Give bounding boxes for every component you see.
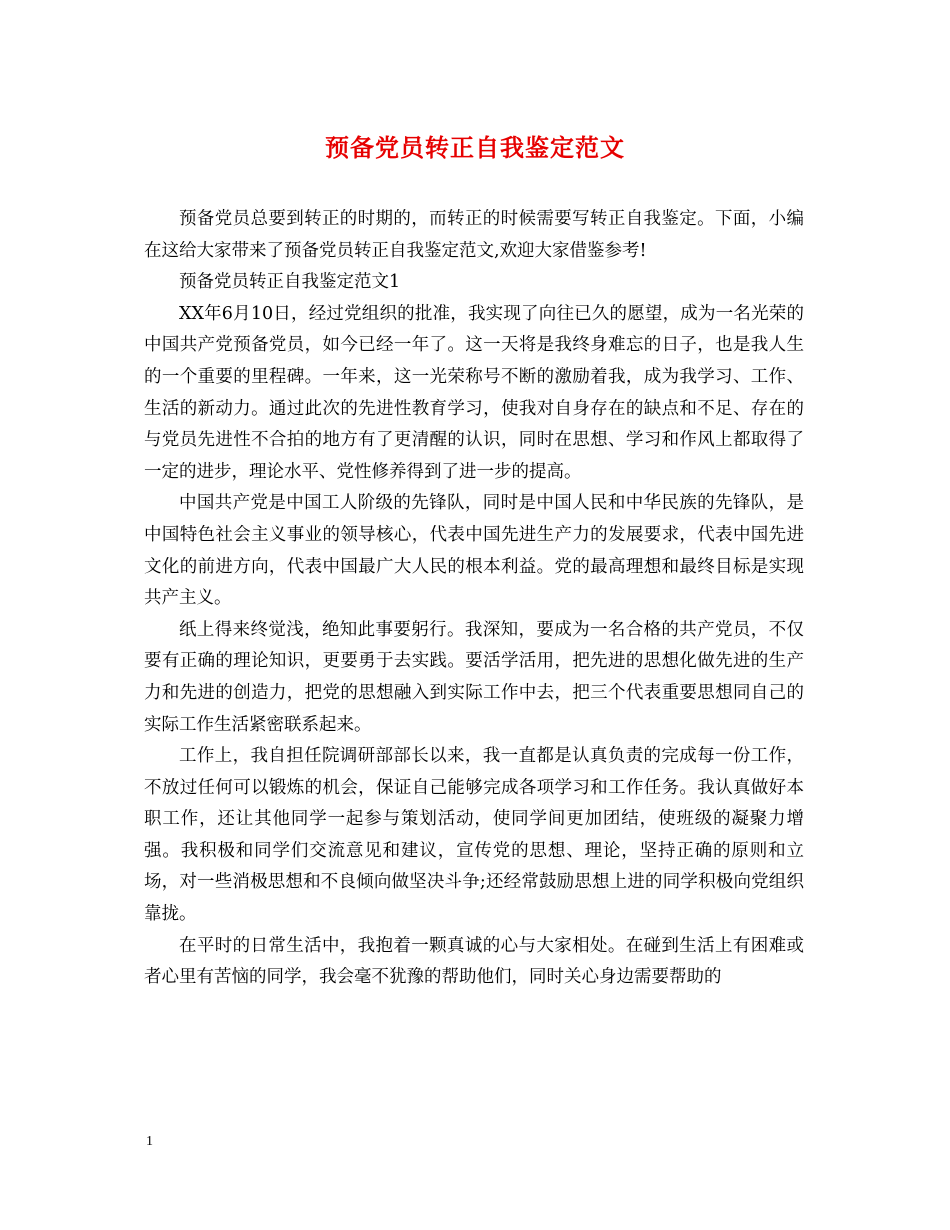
paragraph-daily-life: 在平时的日常生活中，我抱着一颗真诚的心与大家相处。在碰到生活上有困难或者心里有苦恼的同学，我会毫不犹豫的帮助他们，同时关心身边需要帮助的 (144, 935, 804, 988)
paragraph-practice: 纸上得来终觉浅，绝知此事要躬行。我深知，要成为一名合格的共产党员，不仅要有正确的理论知识，更要勇于去实践。要活学活用，把先进的思想化做先进的生产力和先进的创造力，把党的思想融入到实际工作中去，把三个代表重要思想同自己的实际工作生活紧密联系起来。 (144, 619, 804, 735)
paragraph-anniversary: XX年6月10日，经过党组织的批准，我实现了向往已久的愿望，成为一名光荣的中国共产党预备党员，如今已经一年了。这一天将是我终身难忘的日子，也是我人生的一个重要的里程碑。一年来，这一光荣称号不断的激励着我，成为我学习、工作、生活的新动力。通过此次的先进性教育学习，使我对自身存在的缺点和不足、存在的与党员先进性不合拍的地方有了更清醒的认识，同时在思想、学习和作风上都取得了一定的进步，理论水平、党性修养得到了进一步的提高。 (144, 303, 804, 482)
paragraph-intro: 预备党员总要到转正的时期的，而转正的时候需要写转正自我鉴定。下面，小编在这给大家带来了预备党员转正自我鉴定范文,欢迎大家借鉴参考! (144, 209, 804, 261)
document-body (144, 204, 804, 994)
paragraph-work: 工作上，我自担任院调研部部长以来，我一直都是认真负责的完成每一份工作，不放过任何可以锻炼的机会，保证自己能够完成各项学习和工作任务。我认真做好本职工作，还让其他同学一起参与策划活动，使同学间更加团结，使班级的凝聚力增强。我积极和同学们交流意见和建议，宣传党的思想、理论，坚持正确的原则和立场，对一些消极思想和不良倾向做坚决斗争;还经常鼓励思想上进的同学积极向党组织靠拢。 (144, 746, 804, 925)
paragraph-party-vanguard: 中国共产党是中国工人阶级的先锋队，同时是中国人民和中华民族的先锋队，是中国特色社会主义事业的领导核心，代表中国先进生产力的发展要求，代表中国先进文化的前进方向，代表中国最广大人民的根本利益。党的最高理想和最终目标是实现共产主义。 (144, 493, 804, 609)
document-title: 预备党员转正自我鉴定范文 (325, 133, 625, 162)
page-number: 1 (146, 1134, 153, 1149)
paragraph-section-heading: 预备党员转正自我鉴定范文1 (179, 272, 401, 293)
